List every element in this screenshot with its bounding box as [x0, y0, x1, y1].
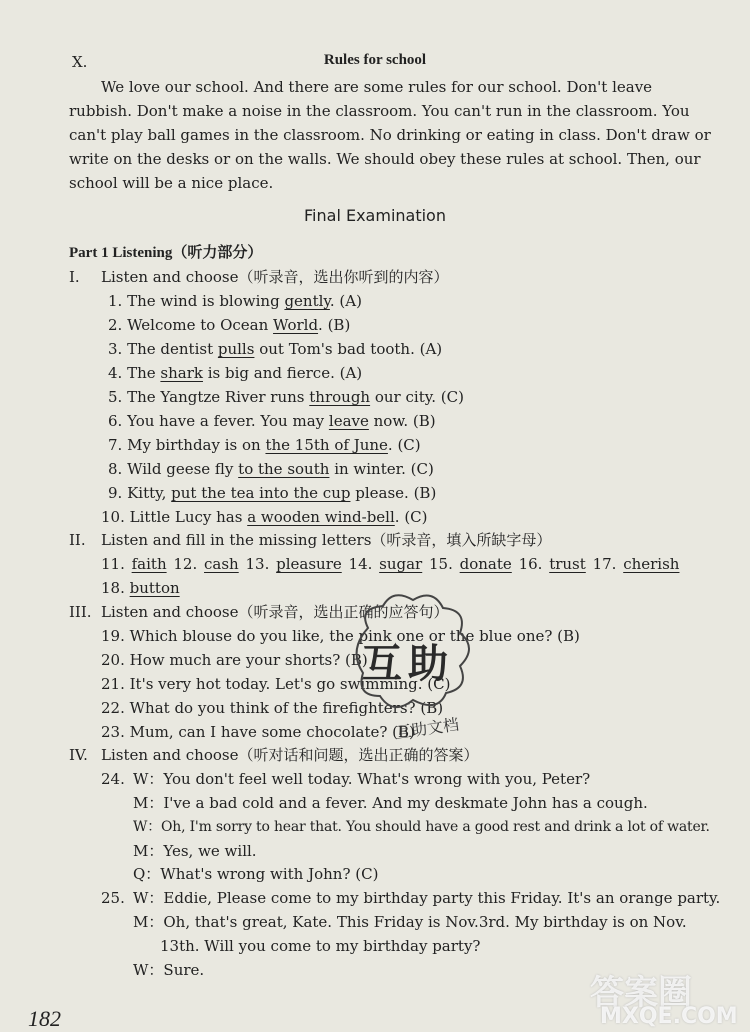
dialogue-number: 25.: [101, 889, 125, 907]
section-heading: Listen and choose（听对话和问题，选出正确的答案）: [101, 746, 479, 764]
dialogue-line: 13th. Will you come to my birthday party?: [160, 937, 481, 955]
answer-word: donate: [459, 555, 512, 573]
response-item: 19. Which blouse do you like, the pink one or the blue one? (B): [101, 627, 580, 645]
fill-letters-item: 18. button: [101, 579, 180, 597]
underlined-answer: a wooden wind-bell: [247, 508, 395, 526]
page-number: 182: [28, 1006, 61, 1031]
listen-choose-item: 4. The shark is big and fierce. (A): [108, 364, 363, 382]
listen-choose-item: 6. You have a fever. You may leave now. (B): [108, 412, 436, 430]
listen-choose-item: 9. Kitty, put the tea into the cup please. (B): [108, 484, 437, 502]
answer-word: faith: [131, 555, 167, 573]
fill-letters-item: 11. faith: [101, 555, 167, 573]
section-number: II.: [69, 531, 86, 549]
section-heading: Listen and choose（听录音，选出正确的应答句）: [101, 603, 449, 621]
listen-choose-item: 8. Wild geese fly to the south in winter. (C): [108, 460, 434, 478]
listen-choose-item: 7. My birthday is on the 15th of June. (C): [108, 436, 421, 454]
dialogue-line: M：Yes, we will.: [133, 842, 257, 860]
section-number: IV.: [69, 746, 88, 764]
answer-word: cash: [204, 555, 239, 573]
underlined-answer: gently: [284, 292, 330, 310]
watermark-text: 互助: [362, 641, 454, 687]
underlined-answer: through: [309, 388, 371, 406]
section-number: III.: [69, 603, 92, 621]
section-heading: Listen and fill in the missing letters（听录音，填入所缺字母）: [101, 531, 552, 549]
fill-letters-item: 13. pleasure: [245, 555, 342, 573]
answer-word: button: [129, 579, 180, 597]
dialogue-line: W：Oh, I'm sorry to hear that. You should have a good rest and drink a lot of water.: [133, 819, 710, 835]
response-item: 23. Mum, can I have some chocolate? (B): [101, 723, 415, 741]
response-item: 21. It's very hot today. Let's go swimming. (C): [101, 675, 451, 693]
fill-letters-item: 17. cherish: [592, 555, 680, 573]
fill-letters-item: 15. donate: [429, 555, 512, 573]
dialogue-line: W：Sure.: [133, 961, 205, 979]
section-number: I.: [69, 268, 80, 286]
dialogue-line: W：You don't feel well today. What's wrong with you, Peter?: [133, 770, 591, 788]
fill-letters-row: [101, 554, 679, 574]
fill-letters-item: 12. cash: [173, 555, 239, 573]
section-title: Rules for school: [323, 52, 427, 68]
dialogue-line: M：Oh, that's great, Kate. This Friday is Nov.3rd. My birthday is on Nov.: [133, 913, 687, 931]
paragraph-line: write on the desks or on the walls. We should obey these rules at school. Then, our: [69, 150, 701, 168]
listen-choose-item: 2. Welcome to Ocean World. (B): [108, 316, 351, 334]
watermark-subtext: 互助文档: [394, 714, 461, 743]
part-heading: Part 1 Listening（听力部分）: [69, 245, 263, 261]
dialogue-number: 24.: [101, 770, 125, 788]
section-marker: X.: [72, 53, 88, 71]
answer-word: pleasure: [276, 555, 342, 573]
fill-letters-item: 16. trust: [518, 555, 586, 573]
answer-word: cherish: [623, 555, 680, 573]
corner-watermark-url: MXQE.COM: [600, 1004, 738, 1029]
underlined-answer: pulls: [217, 340, 255, 358]
listen-choose-item: 5. The Yangtze River runs through our city. (C): [108, 388, 464, 406]
paragraph-line: school will be a nice place.: [69, 174, 274, 192]
underlined-answer: World: [273, 316, 319, 334]
underlined-answer: the 15th of June: [265, 436, 388, 454]
fill-letters-item: 14. sugar: [348, 555, 423, 573]
paragraph-line: rubbish. Don't make a noise in the classroom. You can't run in the classroom. You: [69, 102, 690, 120]
answer-word: sugar: [379, 555, 423, 573]
listen-choose-item: 3. The dentist pulls out Tom's bad tooth. (A): [108, 340, 443, 358]
answer-word: trust: [549, 555, 586, 573]
paragraph-line: can't play ball games in the classroom. No drinking or eating in class. Don't draw or: [69, 126, 711, 144]
listen-choose-item: 10. Little Lucy has a wooden wind-bell. (C): [101, 508, 428, 526]
underlined-answer: shark: [160, 364, 203, 382]
underlined-answer: to the south: [238, 460, 330, 478]
exam-title: Final Examination: [304, 206, 446, 225]
underlined-answer: put the tea into the cup: [171, 484, 351, 502]
dialogue-line: M：I've a bad cold and a fever. And my deskmate John has a cough.: [133, 794, 648, 812]
dialogue-line: W：Eddie, Please come to my birthday party this Friday. It's an orange party.: [133, 889, 721, 907]
corner-watermark: 答案圈: [590, 973, 692, 1013]
listen-choose-item: 1. The wind is blowing gently. (A): [108, 292, 362, 310]
dialogue-question: Q：What's wrong with John? (C): [133, 865, 379, 883]
section-heading: Listen and choose（听录音，选出你听到的内容）: [101, 268, 449, 286]
paragraph-line: We love our school. And there are some rules for our school. Don't leave: [101, 78, 653, 96]
response-item: 22. What do you think of the firefighters? (B): [101, 699, 444, 717]
response-item: 20. How much are your shorts? (B): [101, 651, 368, 669]
underlined-answer: leave: [328, 412, 369, 430]
